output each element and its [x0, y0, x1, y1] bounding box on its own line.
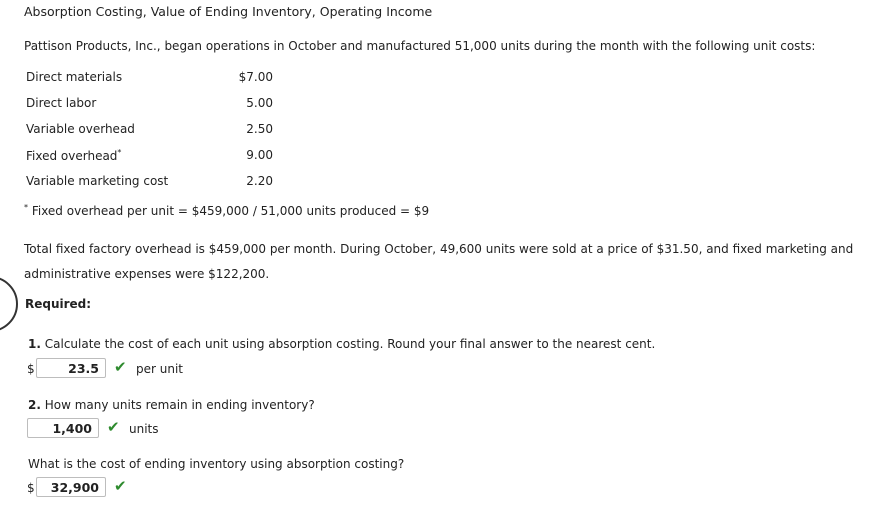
- correct-check-icon: ✔: [114, 358, 127, 376]
- cost-label-variable-overhead: Variable overhead: [26, 122, 135, 136]
- correct-check-icon: ✔: [114, 477, 127, 495]
- ending-units-answer-input[interactable]: 1,400: [27, 418, 99, 438]
- unit-cost-answer-input[interactable]: 23.5: [36, 358, 106, 378]
- question-1-text: Calculate the cost of each unit using absorption costing. Round your final answer to the nearest cent.: [44, 337, 656, 351]
- question-2-number: 2.: [28, 398, 41, 412]
- footnote-text: Fixed overhead per unit = $459,000 / 51,000 units produced = $9: [31, 204, 430, 218]
- required-heading: Required:: [25, 297, 92, 311]
- cost-value-direct-materials: $7.00: [238, 70, 273, 84]
- cost-value-variable-overhead: 2.50: [246, 122, 273, 136]
- problem-paragraph: Total fixed factory overhead is $459,000 per month. During October, 49,600 units were sold at a price of $31.50, and fixed marketing and administrative expenses were $122,200.: [24, 242, 854, 281]
- cost-label-direct-materials: Direct materials: [26, 70, 123, 84]
- intro-text: Pattison Products, Inc., began operations in October and manufactured 51,000 units during the month with the following unit costs:: [24, 39, 816, 53]
- question-2: [28, 398, 315, 412]
- question-3-text: What is the cost of ending inventory using absorption costing?: [28, 457, 405, 471]
- cost-label-fixed-overhead: Fixed overhead: [26, 149, 118, 163]
- cost-label-variable-marketing: Variable marketing cost: [26, 174, 169, 188]
- page-title: Absorption Costing, Value of Ending Inventory, Operating Income: [24, 4, 433, 19]
- question-3-dollar-sign: $: [27, 481, 35, 495]
- question-2-unit: units: [129, 422, 159, 436]
- question-1-dollar-sign: $: [27, 362, 35, 376]
- correct-check-icon: ✔: [107, 418, 120, 436]
- side-circle-marker: [0, 276, 18, 332]
- cost-value-fixed-overhead: 9.00: [246, 148, 273, 162]
- footnote: [24, 203, 429, 218]
- cost-value-direct-labor: 5.00: [246, 96, 273, 110]
- cost-value-variable-marketing: 2.20: [246, 174, 273, 188]
- ending-inventory-cost-answer-input[interactable]: 32,900: [36, 477, 106, 497]
- question-1-unit: per unit: [136, 362, 183, 376]
- footnote-marker: *: [117, 148, 122, 157]
- question-2-text: How many units remain in ending inventory?: [44, 398, 315, 412]
- question-1-number: 1.: [28, 337, 41, 351]
- cost-label-direct-labor: Direct labor: [26, 96, 97, 110]
- question-1: [28, 337, 655, 351]
- footnote-star: *: [24, 203, 28, 212]
- cost-row-fixed-overhead: [26, 148, 121, 163]
